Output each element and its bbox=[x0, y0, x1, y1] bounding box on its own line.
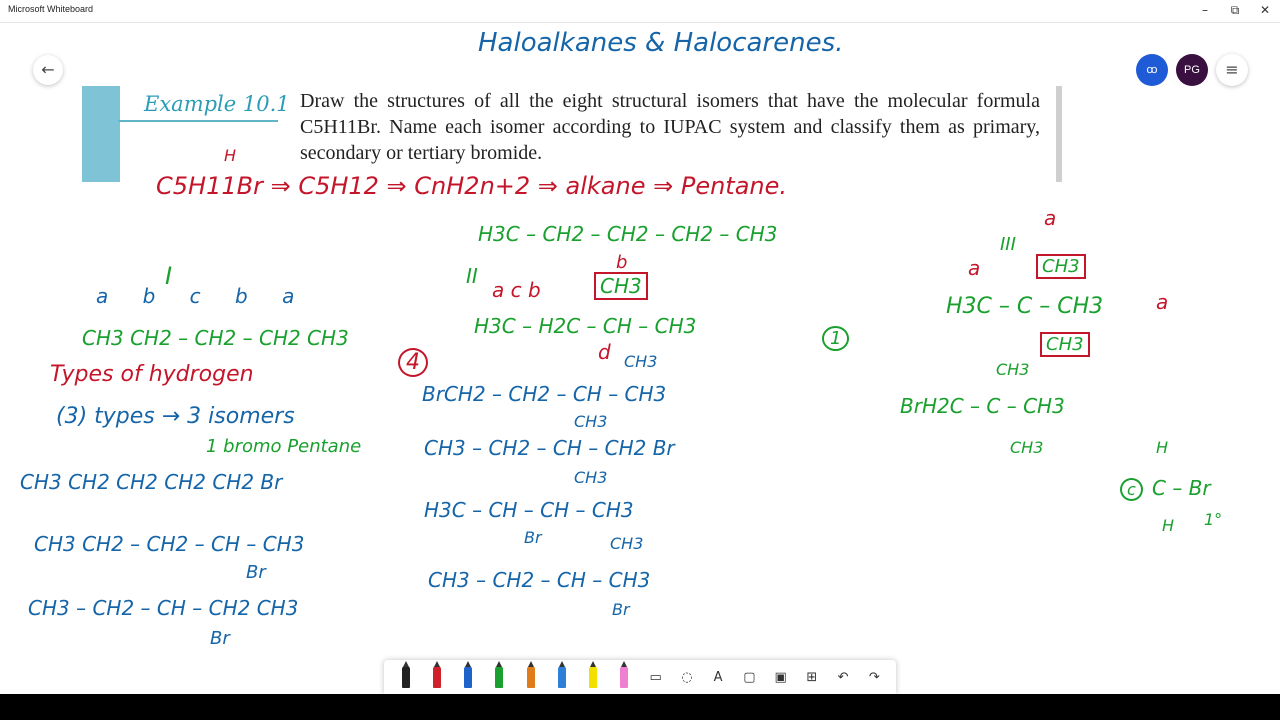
ink-ii-labels: a c b bbox=[492, 278, 541, 302]
whiteboard-canvas[interactable] bbox=[0, 22, 1280, 692]
board-title: Haloalkanes & Halocarenes. bbox=[478, 28, 844, 58]
ink-four-a: BrCH2 – CH2 – CH – CH3 bbox=[422, 382, 667, 406]
ink-chain-top: H3C – CH2 – CH2 – CH2 – CH3 bbox=[478, 222, 778, 246]
close-button[interactable]: ✕ bbox=[1259, 3, 1271, 17]
ink-four: 4 bbox=[398, 348, 428, 377]
ink-cbr-h-top: H bbox=[1156, 438, 1169, 457]
redo-icon[interactable]: ↷ bbox=[868, 669, 880, 685]
avatar-user-icon[interactable] bbox=[1136, 54, 1168, 86]
green-pen-icon[interactable] bbox=[487, 663, 511, 691]
pen-body bbox=[464, 666, 472, 688]
ink-roman-3: III bbox=[1000, 234, 1016, 255]
ink-iii-top: CH3 bbox=[1036, 254, 1086, 279]
ink-item-b1-br: Br bbox=[246, 562, 266, 583]
example-text: Draw the structures of all the eight structural isomers that have the molecular formula C5H11Br. Name each isomer according to IUPAC system and classify them as primary, secondary or tertiary bromide. bbox=[300, 90, 1040, 164]
pen-body bbox=[527, 666, 535, 688]
example-label: Example 10.1 bbox=[144, 92, 290, 116]
ink-ii-d: d bbox=[598, 340, 611, 364]
yellow-highlighter-icon[interactable] bbox=[581, 663, 605, 691]
ink-ii-b2: b bbox=[616, 252, 628, 273]
pen-body bbox=[495, 666, 503, 688]
ink-cbr-h-bottom: H bbox=[1162, 516, 1175, 535]
ink-note-1bromo: 1 bromo Pentane bbox=[206, 436, 362, 457]
insert-icon[interactable]: ⊞ bbox=[806, 669, 818, 685]
ink-toolbar bbox=[384, 660, 896, 694]
ink-item-a1: CH3 CH2 CH2 CH2 CH2 Br bbox=[20, 470, 283, 494]
orange-pen-icon[interactable] bbox=[519, 663, 543, 691]
ink-item-b1: CH3 CH2 – CH2 – CH – CH3 bbox=[34, 532, 305, 556]
blue-pen-2-icon[interactable] bbox=[550, 663, 574, 691]
text-icon[interactable]: A bbox=[713, 669, 723, 685]
lasso-icon[interactable]: ◌ bbox=[681, 669, 693, 685]
ink-four-d-top: CH3 bbox=[610, 534, 644, 553]
pen-body bbox=[558, 666, 566, 688]
example-underline bbox=[118, 120, 278, 122]
ink-item-c1: CH3 – CH2 – CH – CH2 CH3 bbox=[28, 596, 299, 620]
back-button[interactable] bbox=[33, 55, 63, 85]
back-arrow-icon: ← bbox=[41, 60, 55, 79]
ink-four-c-br: Br bbox=[524, 528, 542, 547]
pen-body bbox=[620, 666, 628, 688]
ink-br-bottom: CH3 bbox=[1010, 438, 1044, 457]
maximize-button[interactable]: ⧉ bbox=[1230, 3, 1240, 17]
ink-roman-1: I bbox=[165, 262, 173, 290]
minimize-button[interactable]: – bbox=[1202, 3, 1208, 17]
ink-ii-chain: H3C – H2C – CH – CH3 bbox=[474, 314, 697, 338]
ink-iii-center: H3C – C – CH3 bbox=[946, 294, 1104, 319]
ink-iii-a-right: a bbox=[1156, 290, 1169, 314]
ink-types-heading: Types of hydrogen bbox=[50, 362, 254, 387]
app-title: Microsoft Whiteboard bbox=[8, 4, 94, 14]
ink-chain1: CH3 CH2 – CH2 – CH2 CH3 bbox=[82, 326, 349, 350]
blue-pen-icon[interactable] bbox=[456, 663, 480, 691]
example-image[interactable] bbox=[78, 86, 1062, 182]
pink-highlighter-icon[interactable] bbox=[612, 663, 636, 691]
ink-four-c: H3C – CH – CH – CH3 bbox=[424, 498, 634, 522]
black-pen-icon[interactable] bbox=[394, 663, 418, 691]
avatar-pg[interactable] bbox=[1176, 54, 1208, 86]
ink-four-d-br: Br bbox=[612, 600, 630, 619]
ink-h-above: H bbox=[224, 146, 237, 165]
ink-iii-a-top: a bbox=[1044, 206, 1057, 230]
example-accent-bar bbox=[82, 86, 120, 182]
ink-four-b: CH3 – CH2 – CH – CH2 Br bbox=[424, 436, 675, 460]
ink-br-top: CH3 bbox=[996, 360, 1030, 379]
ink-four-a-top: CH3 bbox=[624, 352, 658, 371]
ink-ii-top: CH3 bbox=[594, 272, 648, 300]
ink-iii-a-left: a bbox=[968, 256, 981, 280]
avatar-user-label: ꝏ bbox=[1146, 64, 1158, 76]
red-pen-icon[interactable] bbox=[425, 663, 449, 691]
ink-cbr: C – Br bbox=[1152, 476, 1211, 500]
taskbar bbox=[0, 694, 1280, 720]
ink-four-b-top: CH3 bbox=[574, 412, 608, 431]
ink-iii-bottom: CH3 bbox=[1040, 332, 1090, 357]
pen-body bbox=[433, 666, 441, 688]
hamburger-icon: ≡ bbox=[1225, 60, 1239, 79]
ink-four-c-top: CH3 bbox=[574, 468, 608, 487]
ink-circle-1: 1 bbox=[822, 326, 849, 351]
ink-labels-row1: a b c b a bbox=[96, 284, 309, 308]
ink-primary: 1° bbox=[1204, 510, 1223, 529]
ink-circled-c: c bbox=[1120, 478, 1143, 501]
ink-types-count: (3) types → 3 isomers bbox=[56, 404, 295, 429]
ink-formula-line: C5H11Br ⇒ C5H12 ⇒ CnH2n+2 ⇒ alkane ⇒ Pentane. bbox=[156, 172, 788, 200]
note-icon[interactable]: ▢ bbox=[743, 669, 756, 685]
ink-roman-2: II bbox=[466, 264, 478, 288]
avatar-pg-label: PG bbox=[1184, 64, 1200, 76]
undo-icon[interactable]: ↶ bbox=[837, 669, 849, 685]
ruler-icon[interactable]: ▭ bbox=[649, 669, 662, 685]
pen-body bbox=[402, 666, 410, 688]
image-icon[interactable]: ▣ bbox=[774, 669, 787, 685]
ink-item-c1-br: Br bbox=[210, 628, 230, 649]
menu-button[interactable] bbox=[1216, 54, 1248, 86]
title-bar bbox=[0, 0, 1280, 23]
ink-four-d: CH3 – CH2 – CH – CH3 bbox=[428, 568, 651, 592]
pen-body bbox=[589, 666, 597, 688]
ink-br-struct: BrH2C – C – CH3 bbox=[900, 394, 1065, 418]
